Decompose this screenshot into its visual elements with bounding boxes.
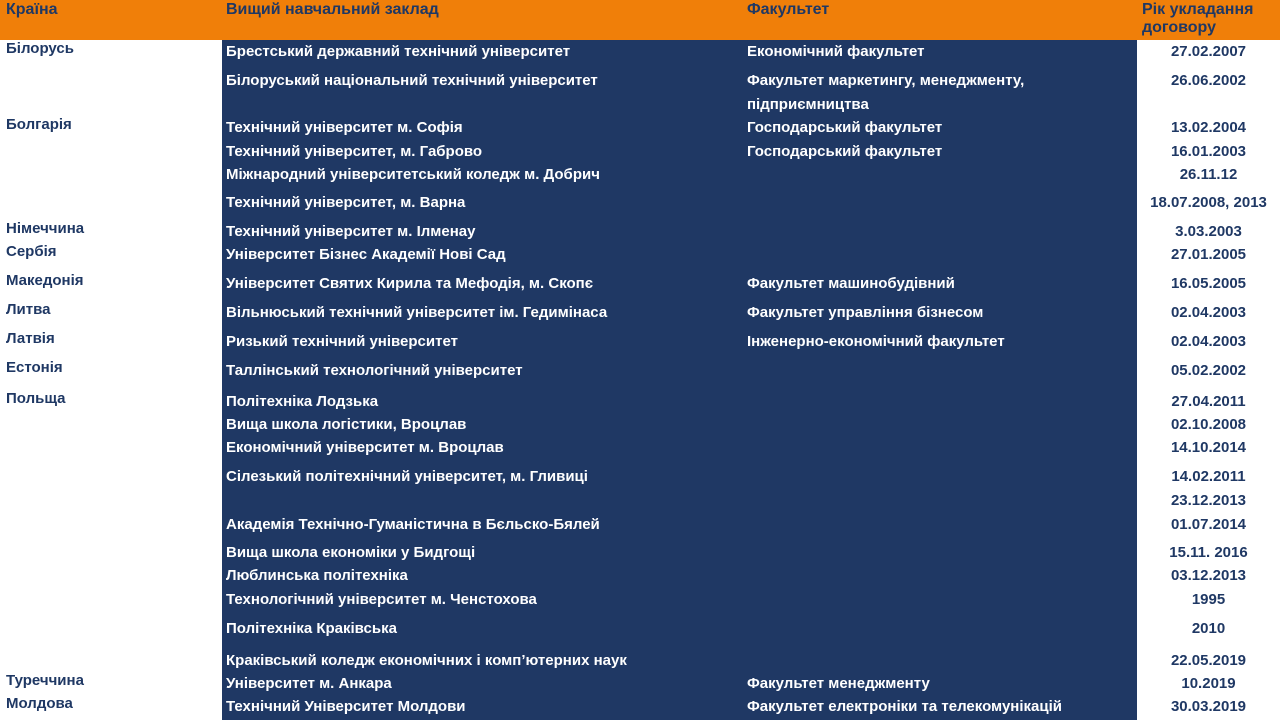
institution-cell: Технічний університет, м. Габрово <box>226 143 483 160</box>
year-cell: 01.07.2014 <box>1170 516 1247 533</box>
country-cell: Німеччина <box>6 220 85 237</box>
year-cell: 3.03.2003 <box>1175 223 1242 240</box>
year-cell: 14.10.2014 <box>1170 439 1247 456</box>
institution-cell: Вища школа логістики, Вроцлав <box>226 416 467 433</box>
institution-cell: Університет м. Анкара <box>226 675 392 692</box>
institution-cell: Економічний університет м. Вроцлав <box>226 439 504 456</box>
country-cell: Молдова <box>6 695 73 712</box>
faculty-cell: Економічний факультет <box>747 43 925 60</box>
faculty-cell: Факультет машинобудівний <box>747 275 955 292</box>
country-cell: Македонія <box>6 272 84 289</box>
institution-cell: Вища школа економіки у Бидгощі <box>226 544 476 561</box>
institution-cell: Університет Бізнес Академії Нові Сад <box>226 246 506 263</box>
year-cell: 16.05.2005 <box>1170 275 1247 292</box>
header-year-line2: договору <box>1142 19 1217 36</box>
year-cell: 13.02.2004 <box>1170 119 1247 136</box>
country-cell: Білорусь <box>6 40 74 57</box>
year-cell: 02.10.2008 <box>1170 416 1247 433</box>
year-cell: 10.2019 <box>1181 675 1236 692</box>
institution-cell: Сілезький політехнічний університет, м. Гливиці <box>226 468 588 485</box>
institution-cell: Білоруський національний технічний університет <box>226 72 598 89</box>
faculty-cell: Господарський факультет <box>747 143 943 160</box>
faculty-cell: Інженерно-економічний факультет <box>747 333 1005 350</box>
faculty-cell: Факультет управління бізнесом <box>747 304 984 321</box>
country-cell: Польща <box>6 390 66 407</box>
institution-cell: Академія Технічно-Гуманістична в Бєльско-Бялей <box>226 516 600 533</box>
year-cell: 30.03.2019 <box>1170 698 1247 715</box>
year-cell: 14.02.2011 <box>1171 468 1246 485</box>
institution-cell: Технічний університет м. Софія <box>226 119 463 136</box>
faculty-cell: Факультет маркетингу, менеджменту, <box>747 72 1025 89</box>
institution-cell: Люблинська політехніка <box>226 567 408 584</box>
header-year-line1: Рік укладання <box>1142 1 1254 18</box>
year-cell: 23.12.2013 <box>1170 492 1247 509</box>
year-cell: 2010 <box>1191 620 1226 637</box>
year-cell: 26.11.12 <box>1179 166 1238 183</box>
institution-cell: Технічний Університет Молдови <box>226 698 466 715</box>
year-cell: 1995 <box>1191 591 1226 608</box>
institution-cell: Технологічний університет м. Ченстохова <box>226 591 537 608</box>
institution-cell: Вільнюський технічний університет ім. Гедимінаса <box>226 304 608 321</box>
year-cell: 02.04.2003 <box>1170 304 1247 321</box>
institution-cell: Ризький технічний університет <box>226 333 458 350</box>
country-cell: Туреччина <box>6 672 84 689</box>
faculty-cell: Факультет електроніки та телекомунікацій <box>747 698 1062 715</box>
country-cell: Естонія <box>6 359 63 376</box>
country-cell: Литва <box>6 301 51 318</box>
institution-cell: Міжнародний університетський коледж м. Добрич <box>226 166 600 183</box>
country-cell: Болгарія <box>6 116 72 133</box>
year-cell: 03.12.2013 <box>1170 567 1247 584</box>
header-country: Країна <box>6 1 58 18</box>
year-cell: 27.04.2011 <box>1171 393 1246 410</box>
institution-cell: Університет Святих Кирила та Мефодія, м. Скопє <box>226 275 594 292</box>
faculty-cell: підприємництва <box>747 96 869 113</box>
year-cell: 26.06.2002 <box>1170 72 1247 89</box>
table-header <box>0 0 1280 40</box>
institution-cell: Краківський коледж економічних і комп’ютерних наук <box>226 652 627 669</box>
header-year <box>1142 1 1253 37</box>
institution-cell: Політехніка Лодзька <box>226 393 379 410</box>
year-cell: 15.11. 2016 <box>1169 544 1248 561</box>
year-cell: 16.01.2003 <box>1170 143 1247 160</box>
year-cell: 27.02.2007 <box>1170 43 1247 60</box>
country-cell: Сербія <box>6 243 57 260</box>
faculty-cell: Господарський факультет <box>747 119 943 136</box>
faculty-cell: Факультет менеджменту <box>747 675 930 692</box>
header-institution: Вищий навчальний заклад <box>226 1 439 18</box>
institution-cell: Брестський державний технічний університет <box>226 43 571 60</box>
year-cell: 02.04.2003 <box>1170 333 1247 350</box>
year-cell: 05.02.2002 <box>1170 362 1247 379</box>
year-cell: 22.05.2019 <box>1170 652 1247 669</box>
institution-cell: Таллінський технологічний університет <box>226 362 523 379</box>
country-cell: Латвія <box>6 330 55 347</box>
year-cell: 18.07.2008, 2013 <box>1150 194 1267 211</box>
institution-cell: Технічний університет м. Ілменау <box>226 223 476 240</box>
year-cell: 27.01.2005 <box>1170 246 1247 263</box>
header-faculty: Факультет <box>747 1 830 18</box>
institution-cell: Політехніка Краківська <box>226 620 397 637</box>
institution-cell: Технічний університет, м. Варна <box>226 194 466 211</box>
